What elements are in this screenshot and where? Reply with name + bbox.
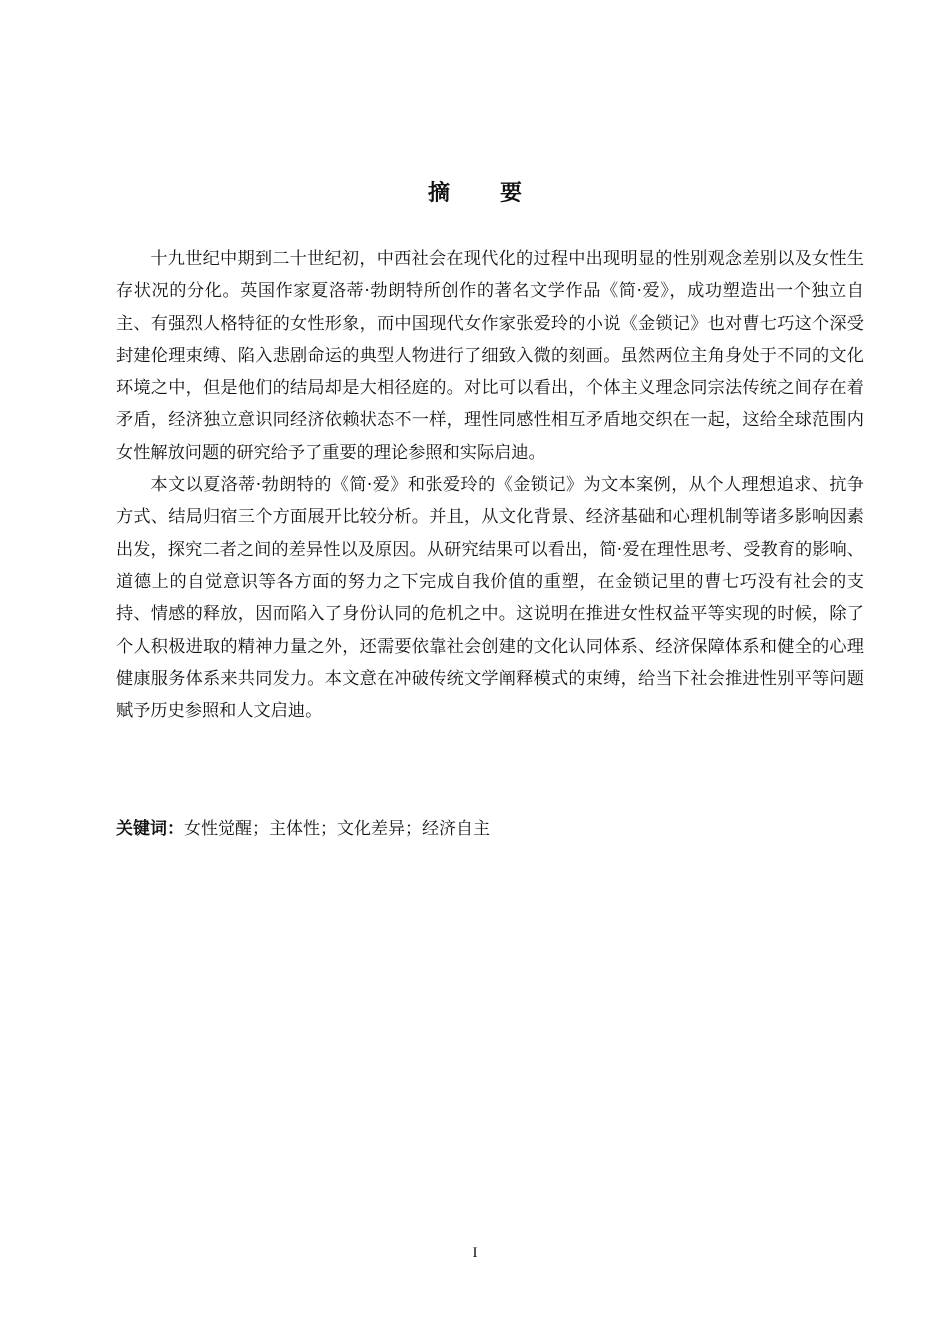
keywords-label: 关键词： xyxy=(116,819,184,839)
title-char-2: 要 xyxy=(500,181,523,206)
abstract-paragraph-2: 本文以夏洛蒂·勃朗特的《简·爱》和张爱玲的《金锁记》为文本案例，从个人理想追求、抗争方式、结局归宿三个方面展开比较分析。并且，从文化背景、经济基础和心理机制等诸多影响因素出发，探究二者之间的差异性以及原因。从研究结果可以看出，简·爱在理性思考、受教育的影响、道德上的自觉意识等各方面的努力之下完成自我价值的重塑，在金锁记里的曹七巧没有社会的支持、情感的释放，因而陷入了身份认同的危机之中。这说明在推进女性权益平等实现的时候，除了个人积极进取的精神力量之外，还需要依靠社会创建的文化认同体系、经济保障体系和健全的心理健康服务体系来共同发力。本文意在冲破传统文学阐释模式的束缚，给当下社会推进性别平等问题赋予历史参照和人文启迪。 xyxy=(116,475,864,722)
title-char-1: 摘 xyxy=(427,181,450,206)
keywords-text: 女性觉醒；主体性；文化差异；经济自主 xyxy=(184,819,490,839)
abstract-body xyxy=(116,243,864,727)
page-number: I xyxy=(472,1245,478,1261)
abstract-paragraph-1: 十九世纪中期到二十世纪初，中西社会在现代化的过程中出现明显的性别观念差别以及女性生存状况的分化。英国作家夏洛蒂·勃朗特所创作的著名文学作品《简·爱》，成功塑造出一个独立自主、有强烈人格特征的女性形象，而中国现代女作家张爱玲的小说《金锁记》也对曹七巧这个深受封建伦理束缚、陷入悲剧命运的典型人物进行了细致入微的刻画。虽然两位主角身处于不同的文化环境之中，但是他们的结局却是大相径庭的。对比可以看出，个体主义理念同宗法传统之间存在着矛盾，经济独立意识同经济依赖状态不一样，理性同感性相互矛盾地交织在一起，这给全球范围内女性解放问题的研究给予了重要的理论参照和实际启迪。 xyxy=(116,249,864,463)
keywords-line xyxy=(116,813,864,845)
abstract-title xyxy=(0,176,950,207)
